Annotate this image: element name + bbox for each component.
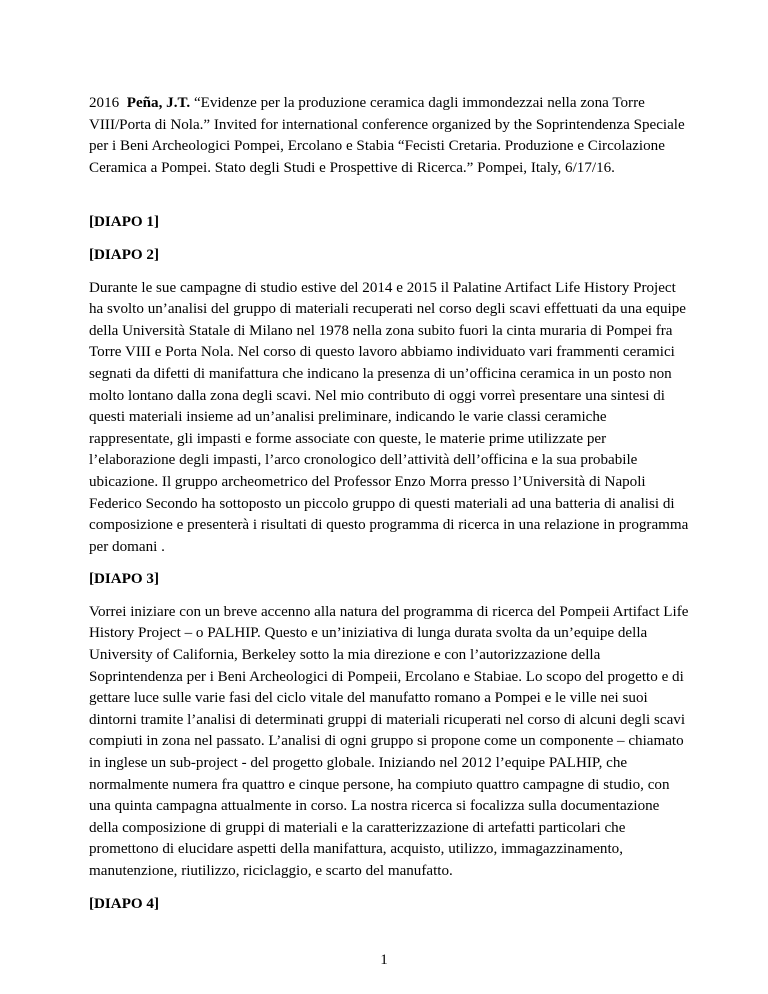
paragraph-2: Vorrei iniziare con un breve accenno alla natura del programma di ricerca del Pompeii Artifact Life History Project – o PALHIP. Questo e un’iniziativa di lunga durata svolta da un’equipe della University of California, Berkeley sotto la mia direzione e con l’autorizzazione della Soprintendenza per i Beni Archeologici di Pompeii, Ercolano e Stabiae. Lo scopo del progetto e di gettare luce sulle varie fasi del ciclo vitale del manufatto romano a Pompei e le ville nei suoi dintorni tramite l’analisi di determinati gruppi di materiali ricuperati nel corso di alcuni degli scavi compiuti in zona nel passato. L’analisi di ogni gruppo si propone come un componente – chiamato in inglese un sub-project - del progetto globale. Iniziando nel 2012 l’equipe PALHIP, che normalmente numera fra quattro e cinque persone, ha compiuto quattro campagne di studio, con una quinta campagna attualmente in corso. La nostra ricerca si focalizza sulla documentazione della composizione di gruppi di materiali e la caratterizzazione di artefatti particolari che promettono di elucidare aspetti della manifattura, acquisto, utilizzo, immagazzinamento, manutenzione, riutilizzo, riciclaggio, e scarto del manufatto. — [89, 603, 689, 879]
heading-diapo-2: [DIAPO 2] — [89, 246, 160, 263]
paragraph-1: Durante le sue campagne di studio estive del 2014 e 2015 il Palatine Artifact Life History Project ha svolto un’analisi del gruppo di materiali recuperati nel corso degli scavi effettuati da una equipe della Università Statale di Milano nel 1978 nella zona subito fuori la cinta muraria di Pompei fra Torre VIII e Porta Nola. Nel corso di questo lavoro abbiamo individuato vari frammenti ceramici segnati da difetti di manifattura che indicano la presenza di un’officina ceramica in un posto non molto lontano dalla zona degli scavi. Nel mio contributo di oggi vorreì presentare una sintesi di questi materiali insieme ad un’analisi preliminare, indicando le varie classi ceramiche rappresentate, gli impasti e forme associate con queste, le materie prime utilizzate per l’elaborazione degli impasti, l’arco cronologico dell’attività dell’officina e la sua probabile ubicazione. Il gruppo archeometrico del Professor Enzo Morra presso l’Università di Napoli Federico Secondo ha sottoposto un piccolo gruppo di questi materiali ad una batteria di analisi di composizione e presenterà i risultati di questo programma di ricerca in una relazione in programma per domani . — [89, 279, 689, 555]
citation-year: 2016 — [89, 95, 120, 111]
page-number: 1 — [380, 952, 388, 968]
heading-diapo-3: [DIAPO 3] — [89, 571, 160, 588]
heading-diapo-1: [DIAPO 1] — [89, 214, 160, 231]
document-body — [89, 93, 689, 926]
citation-text: “Evidenze per la produzione ceramica dagli immondezzai nella zona Torre VIII/Porta di Nola.” Invited for international conference organized by the Soprintendenza Speciale per i Beni Archeologici Pompei, Ercolano e Stabia “Fecisti Cretaria. Produzione e Circolazione Ceramica a Pompei. Stato degli Studi e Prospettive di Ricerca.” Pompei, Italy, 6/17/16. — [89, 95, 685, 176]
heading-diapo-4: [DIAPO 4] — [89, 895, 160, 912]
citation — [89, 93, 689, 179]
citation-author: Peña, J.T. — [126, 95, 191, 111]
